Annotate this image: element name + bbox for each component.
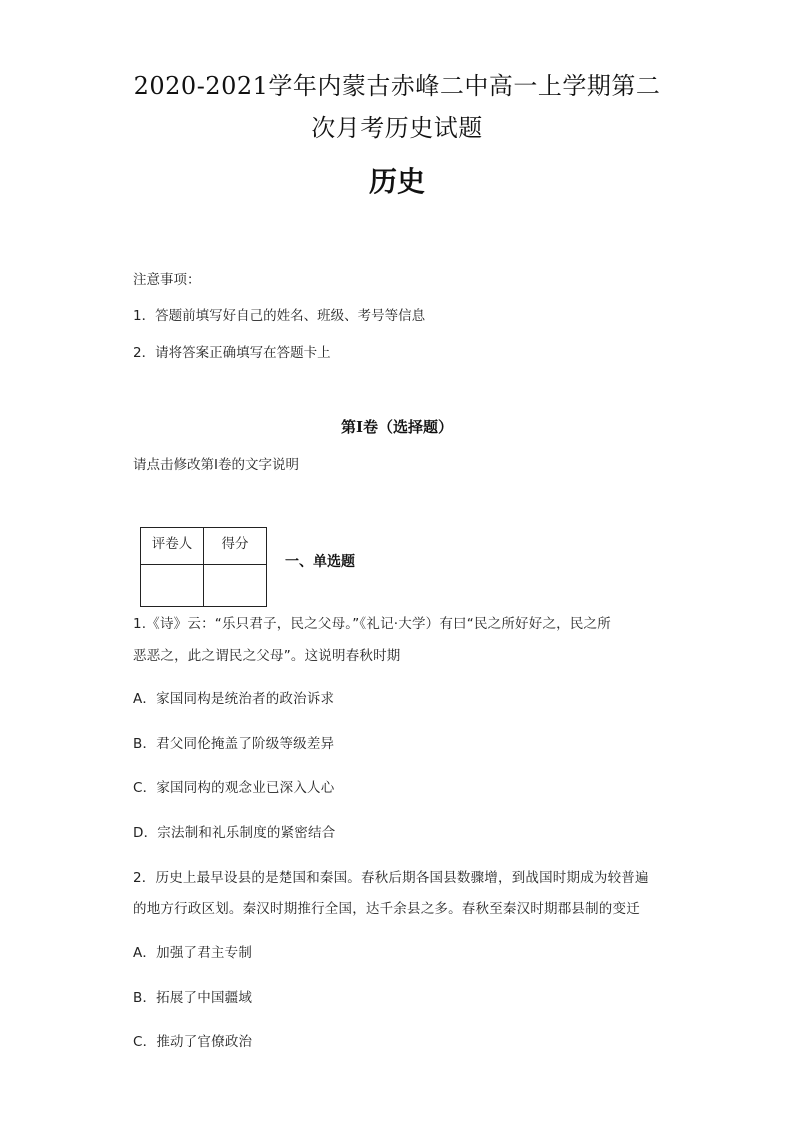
subject-title: 历史 (368, 165, 425, 198)
score-table-cell-grader (141, 565, 204, 607)
score-table-header-score: 得分 (204, 528, 267, 565)
question-2-stem-line: 2．历史上最早设县的是楚国和秦国。春秋后期各国县数骤增，到战国时期成为较普遍 (133, 870, 649, 886)
question-1-stem-line: 恶恶之，此之谓民之父母”。这说明春秋时期 (133, 648, 401, 664)
question-2-stem-line: 的地方行政区划。秦汉时期推行全国，达千余县之多。春秋至秦汉时期郡县制的变迁 (133, 901, 640, 917)
question-1-option-a: A．家国同构是统治者的政治诉求 (133, 691, 335, 707)
exam-title-line-2: 次月考历史试题 (311, 114, 483, 142)
question-1-option-b: B．君父同伦掩盖了阶级等级差异 (133, 736, 335, 752)
question-1-option-c: C．家国同构的观念业已深入人心 (133, 780, 335, 796)
section-heading: 一、单选题 (285, 554, 355, 570)
question-2-option-b: B．拓展了中国疆域 (133, 990, 253, 1006)
part1-instruction: 请点击修改第I卷的文字说明 (133, 457, 299, 473)
score-table (140, 527, 267, 607)
part1-title: 第I卷（选择题） (340, 418, 454, 436)
exam-title-line-1: 2020-2021学年内蒙古赤峰二中高一上学期第二 (133, 72, 661, 100)
question-1-stem-line: 1.《诗》云：“乐只君子，民之父母。”《礼记·大学）有曰“民之所好好之，民之所 (133, 616, 611, 632)
question-2-option-a: A．加强了君主专制 (133, 945, 253, 961)
notice-item: 2．请将答案正确填写在答题卡上 (133, 345, 331, 361)
notice-heading: 注意事项： (133, 272, 201, 288)
score-table-cell-score (204, 565, 267, 607)
question-2-option-c: C．推动了官僚政治 (133, 1034, 253, 1050)
question-1-option-d: D．宗法制和礼乐制度的紧密结合 (133, 825, 336, 841)
score-table-header-grader: 评卷人 (141, 528, 204, 565)
notice-item: 1．答题前填写好自己的姓名、班级、考号等信息 (133, 308, 426, 324)
